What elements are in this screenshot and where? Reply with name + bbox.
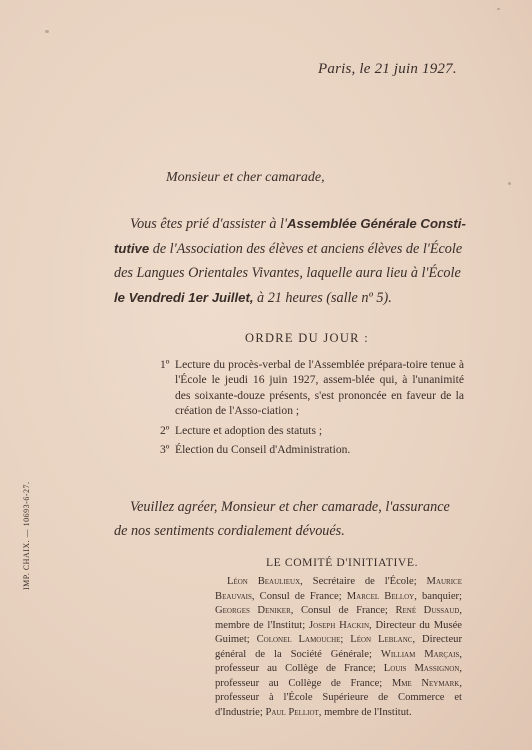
member-role: , membre de l'Institut. bbox=[318, 706, 412, 718]
member-role: , Directeur du Musée Guimet; bbox=[215, 619, 462, 645]
member-role: , professeur au Collège de France; bbox=[215, 663, 462, 689]
agenda-item bbox=[160, 357, 464, 419]
date-line: Paris, le 21 juin 1927. bbox=[318, 61, 457, 77]
paper-speck bbox=[497, 8, 500, 10]
invitation-paragraph bbox=[114, 212, 466, 310]
member-name: Colonel Lamouche bbox=[256, 634, 341, 645]
salutation: Monsieur et cher camarade, bbox=[166, 170, 325, 185]
member-name: William Marçais bbox=[380, 648, 460, 660]
paper-speck bbox=[508, 182, 511, 185]
agenda-item bbox=[160, 442, 464, 457]
member-name: Georges Deniker bbox=[215, 605, 291, 616]
member-name: Louis Massignon bbox=[383, 663, 460, 674]
invitation-text: Vous êtes prié d'assister à l' bbox=[130, 216, 288, 232]
invitation-bold-constitutive: tutive bbox=[114, 240, 150, 256]
invitation-text: de l'Association des élèves et anciens élèves de l'École bbox=[149, 240, 463, 257]
agenda-text: Lecture du procès-verbal de l'Assemblée prépara-toire tenue à l'École le jeudi 16 juin 1927, assem-blée qui, à l'unanimité des soixante-douze présents, s'est prononcée en faveur de la création de l'Asso-ciation ; bbox=[175, 358, 464, 418]
agenda-text: Élection du Conseil d'Administration. bbox=[175, 443, 351, 457]
member-role: , membre de l'Institut; bbox=[215, 605, 462, 631]
agenda-list bbox=[160, 357, 464, 461]
agenda-text: Lecture et adoption des statuts ; bbox=[175, 423, 323, 437]
member-name: Joseph Hackin bbox=[309, 619, 369, 631]
invitation-text: des Langues Orientales Vivantes, laquelle aura lieu à l'École bbox=[114, 265, 461, 281]
agenda-item bbox=[160, 423, 464, 438]
agenda-number: 3º bbox=[160, 443, 170, 457]
closing-line: Veuillez agréer, Monsieur et cher camarade, l'assurance bbox=[130, 499, 450, 515]
member-name: Mme Neymark bbox=[391, 677, 460, 689]
agenda-number: 1º bbox=[160, 358, 170, 371]
paper-speck bbox=[45, 30, 49, 33]
member-name: Paul Pelliot bbox=[265, 706, 319, 718]
member-role: , Secrétaire de l'École; bbox=[300, 576, 427, 587]
invitation-bold-date: le Vendredi 1er Juillet, bbox=[114, 289, 254, 305]
member-role: , Directeur général de la Société Générale; bbox=[215, 634, 462, 660]
member-name: Léon Leblanc bbox=[350, 634, 413, 645]
member-role: , professeur au Collège de France; bbox=[215, 648, 462, 674]
agenda-number: 2º bbox=[160, 423, 170, 437]
member-role: , Consul de France; bbox=[251, 590, 347, 602]
invitation-text: à 21 heures (salle nº 5). bbox=[253, 289, 392, 306]
printer-mark: IMP. CHAIX. — 10693-6-27. bbox=[22, 481, 31, 590]
committee-members bbox=[215, 575, 462, 720]
closing-line: de nos sentiments cordialement dévoués. bbox=[114, 523, 345, 539]
member-name: Léon Beaulieux bbox=[227, 576, 301, 587]
order-of-day-title: ORDRE DU JOUR : bbox=[245, 331, 370, 345]
member-name: Maurice Beauvais bbox=[215, 576, 463, 602]
closing-paragraph bbox=[114, 495, 466, 543]
member-name: René Dussaud bbox=[395, 605, 460, 616]
member-role: , banquier; bbox=[414, 590, 462, 602]
member-name: Marcel Belloy bbox=[346, 590, 415, 602]
member-role: , Consul de France; bbox=[290, 605, 396, 616]
member-role: , professeur à l'École Supérieure de Commerce et d'Industrie; bbox=[215, 677, 462, 718]
committee-title: LE COMITÉ D'INITIATIVE. bbox=[266, 556, 419, 569]
invitation-bold-assembly: Assemblée Générale Consti- bbox=[287, 216, 466, 231]
member-role: ; bbox=[340, 634, 351, 645]
